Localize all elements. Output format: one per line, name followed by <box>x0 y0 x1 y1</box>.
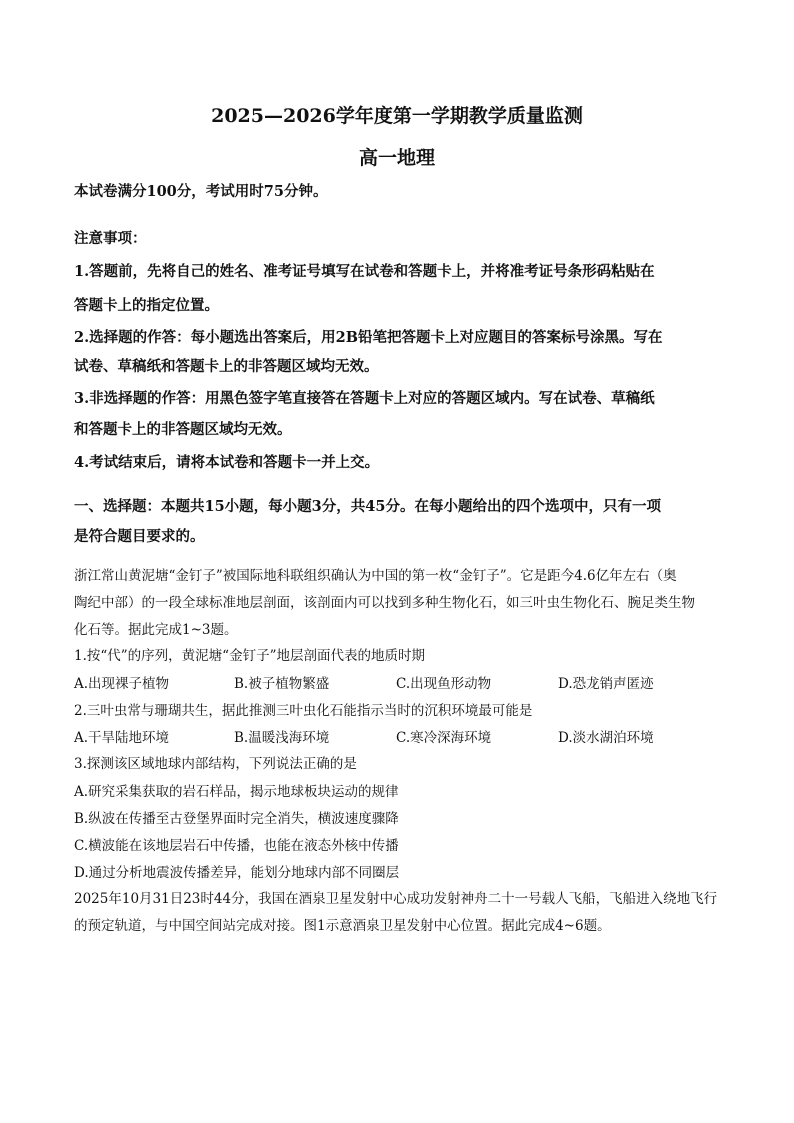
option-c: C.横波能在该地层岩石中传播，也能在液态外核中传播 <box>74 838 399 854</box>
notes-line: 1.答题前，先将自己的姓名、准考证号填写在试卷和答题卡上，并将准考证号条形码粘贴在 <box>74 263 655 280</box>
notes-line: 试卷、草稿纸和答题卡上的非答题区域均无效。 <box>74 358 379 375</box>
exam-title: 2025—2026学年度第一学期教学质量监测 <box>211 105 583 127</box>
passage-line: 2025年10月31日23时44分，我国在酒泉卫星发射中心成功发射神舟二十一号载人飞船，飞船进入绕地飞行 <box>74 891 718 907</box>
option-c: C.出现鱼形动物 <box>396 676 492 692</box>
passage-line: 浙江常山黄泥塘“金钉子”被国际地科联组织确认为中国的第一枚“金钉子”。它是距今4.6亿年左右（奥 <box>74 568 677 584</box>
question-stem: 1.按“代”的序列，黄泥塘“金钉子”地层剖面代表的地质时期 <box>74 648 425 664</box>
exam-subject: 高一地理 <box>358 147 435 169</box>
option-a: A.研究采集获取的岩石样品，揭示地球板块运动的规律 <box>74 784 399 800</box>
section-heading: 一、选择题：本题共15小题，每小题3分，共45分。在每小题给出的四个选项中，只有一项 <box>74 498 661 515</box>
option-a: A.出现裸子植物 <box>74 676 170 692</box>
exam-info: 本试卷满分100分，考试用时75分钟。 <box>74 183 328 200</box>
option-b: B.温暖浅海环境 <box>234 730 330 746</box>
option-b: B.纵波在传播至古登堡界面时完全消失，横波速度骤降 <box>74 811 399 827</box>
notes-heading: 注意事项： <box>74 230 147 247</box>
notes-line: 2.选择题的作答：每小题选出答案后，用2B铅笔把答题卡上对应题目的答案标号涂黑。写在 <box>74 329 663 346</box>
option-b: B.被子植物繁盛 <box>234 676 330 692</box>
passage-line: 陶纪中部）的一段全球标准地层剖面，该剖面内可以找到多种生物化石，如三叶虫生物化石、腕足类生物 <box>74 595 695 611</box>
option-c: C.寒冷深海环境 <box>396 730 492 746</box>
option-d: D.恐龙销声匿迹 <box>558 676 654 692</box>
section-heading: 是符合题目要求的。 <box>74 528 205 545</box>
option-d: D.通过分析地震波传播差异，能划分地球内部不同圈层 <box>74 865 400 881</box>
notes-line: 4.考试结束后，请将本试卷和答题卡一并上交。 <box>74 454 380 471</box>
notes-line: 和答题卡上的非答题区域均无效。 <box>74 421 292 438</box>
notes-line: 3.非选择题的作答：用黑色签字笔直接答在答题卡上对应的答题区域内。写在试卷、草稿纸 <box>74 390 655 407</box>
passage-line: 化石等。据此完成1~3题。 <box>74 622 238 638</box>
question-stem: 3.探测该区域地球内部结构，下列说法正确的是 <box>74 756 357 772</box>
question-stem: 2.三叶虫常与珊瑚共生，据此推测三叶虫化石能指示当时的沉积环境最可能是 <box>74 703 533 719</box>
option-a: A.干旱陆地环境 <box>74 730 170 746</box>
passage-line: 的预定轨道，与中国空间站完成对接。图1示意酒泉卫星发射中心位置。据此完成4~6题。 <box>74 918 611 934</box>
notes-line: 答题卡上的指定位置。 <box>74 297 219 314</box>
option-d: D.淡水湖泊环境 <box>558 730 654 746</box>
